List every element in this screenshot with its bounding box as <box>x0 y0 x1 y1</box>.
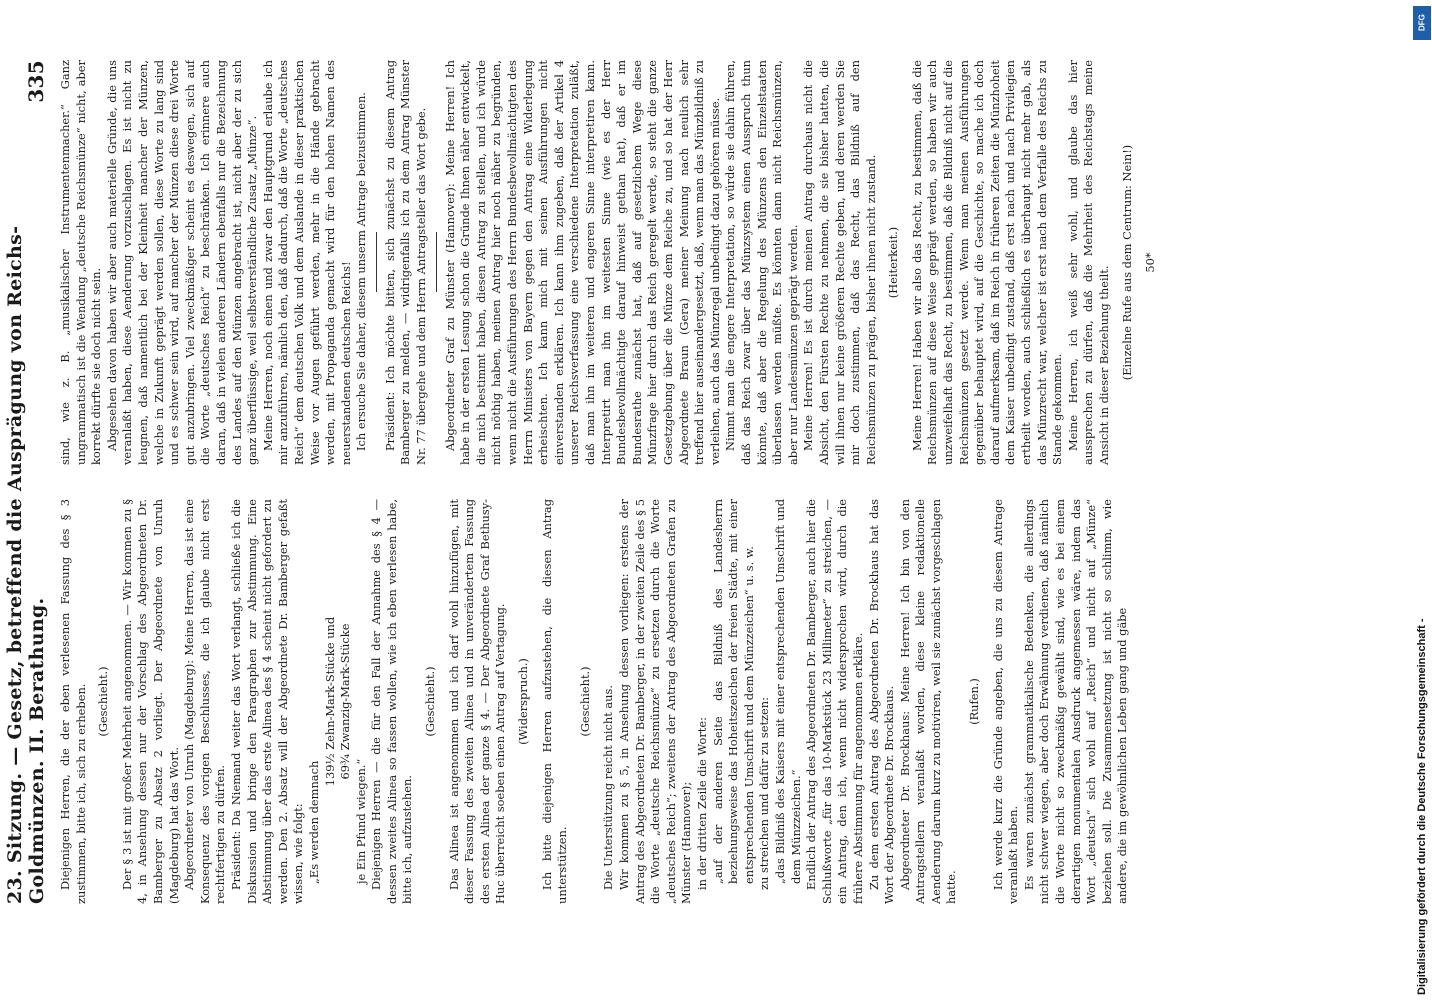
digitization-credit: Digitalisierung gefördert durch die Deutsche Forschungsgemeinschaft - <box>1416 618 1428 995</box>
quote-line: 139½ Zehn-Mark-Stücke und <box>322 616 337 787</box>
page-number: 335 <box>24 60 48 103</box>
paragraph: Ich bitte diejenigen Herren aufzustehen, die diesen Antrag unterstützen. <box>539 499 570 904</box>
paragraph: Wir kommen zu § 5, in Ansehung dessen vorliegen: erstens der Antrag des Abgeordneten Dr. Bamberger, in der zweiten Zeile des § 5 die Worte „deutsche Reichsmünze“ zu ersetzen durch die Worte „deutsches Reich“; zweitens der Antrag des Abgeordneten Grafen zu Münster (Hannover); <box>617 499 694 904</box>
remark: (Heiterkeit.) <box>886 226 901 299</box>
paragraph: Meine Herren, noch einen und zwar den Hauptgrund erlaube ich mir anzuführen, nämlich den, daß dadurch, daß die Worte „deutsches Reich“ dem deutschen Volk und dem Auslande in dieser praktischen Weise vor Augen geführt werden, mehr in die Hände gebracht werden, mit Propaganda gemacht wird für den hohen Namen des neuerstandenen deutschen Reichs! <box>260 60 353 465</box>
running-head: 23. Sitzung. — Gesetz, betreffend die Ausprägung von Reichs-Goldmünzen. II. Berathung. <box>4 225 48 904</box>
paragraph: Meine Herren, ich weiß sehr wohl, und glaube das hier aussprechen zu dürfen, daß die Mehrheit des Reichstags meine Ansicht in dieser Beziehung theilt. <box>1065 60 1111 465</box>
page-header <box>0 60 58 904</box>
divider <box>376 233 377 293</box>
quote-line: je Ein Pfund wiegen.“ <box>353 758 368 884</box>
paragraph: Der § 3 ist mit großer Mehrheit angenommen. — Wir kommen zu § 4, in Ansehung dessen nur der Vorschlag des Abgeordneten Dr. Bamberger zu Absatz 2 vorliegt. Der Abgeordnete von Unruh (Magdeburg) hat das Wort. <box>119 499 181 904</box>
remark: (Geschieht.) <box>577 666 592 737</box>
paragraph: Meine Herren! Haben wir also das Recht, zu bestimmen, daß die Reichsmünzen auf diese Weise geprägt werden, so haben wir auch unzweifelhaft das Recht, zu bestimmen, daß die Bildniß nicht auf die Reichsmünzen gesetzt werde. Wenn man meinen Ausführungen gegenüber behauptet wird, auf die Geschichte, so mache ich doch darauf aufmerksam, daß im Reich in früheren Zeiten die Münzhoheit dem Kaiser unbedingt zustand, daß erst nach und nach Privilegien ertheilt worden, auch schließlich es überhaupt nicht mehr gab, als das Münzrecht war, welcher ist erst nach dem Verfalle des Reichs zu Stande gekommen. <box>909 60 1065 465</box>
paragraph: Abgeordneter von Unruh (Magdeburg): Meine Herren, das ist eine Konsequenz des vorigen Beschlusses, die ich glaube nicht erst rechtfertigen zu dürfen. <box>182 499 228 904</box>
paragraph: Präsident: Ich möchte bitten, sich zunächst zu diesem Antrag Bamberger zu melden, — widrigenfalls ich zu dem Antrag Münster Nr. 77 übergehe und dem Herrn Antragsteller das Wort gebe. <box>382 60 429 465</box>
paragraph: Endlich der Antrag des Abgeordneten Dr. Bamberger, auch hier die Schlußworte „für das 10-Markstück 23 Millimeter“ zu streichen, — ein Antrag, den ich, wenn nicht widersprochen wird, durch die frühere Abstimmung für angenommen erkläre. <box>804 499 865 904</box>
dfg-logo <box>1413 6 1431 40</box>
quote-line: 69¾ Zwanzig-Mark-Stücke <box>338 623 353 780</box>
paragraph: Abgesehen davon haben wir aber auch materielle Gründe, die uns veranlaßt haben, diese Aenderung vorzuschlagen. Es ist nicht zu leugnen, daß namentlich bei der Kleinheit mancher der Münzen, welche in Zukunft geprägt werden sollen, diese Worte zu lang sind und es schwer sein wird, auf mancher der Münzen diese drei Worte gut anzubringen. Viel zweckmäßiger scheint es deswegen, sich auf die Worte „deutsches Reich“ zu beschränken. Ich erinnere auch daran, daß in vielen anderen Ländern ebenfalls nur die Bezeichnung des Landes auf den Münzen angebracht ist, nicht aber der zu sich ganz überflüssige, weil selbstverständliche Zusatz „Münze“. <box>104 60 260 465</box>
paragraph: Nimmt man die engere Interpretation, so würde sie dahin führen, daß das Reich zwar über das Münzsystem einen Ausspruch thun könnte, daß aber die Regelung des Münzens den Einzelstaaten überlassen werden müßte. Es könnten dann nicht Reichsmünzen, aber nur Landesmünzen geprägt werden. <box>723 60 800 465</box>
paragraph: Diejenigen Herren, die der eben verlesenen Fassung des § 3 zustimmen, bitte ich, sich zu erheben. <box>58 499 88 904</box>
paragraph: Ich werde kurz die Gründe angeben, die uns zu diesem Antrage veranlaßt haben. <box>990 499 1021 904</box>
quote-line: „auf der anderen Seite das Bildniß des Landesherrn beziehungsweise das Hoheitszeichen der freien Städte, mit einer entsprechenden Umschrift und dem Münzzeichen“ u. s. w. <box>710 499 756 884</box>
paragraph: Diejenigen Herren — die für den Fall der Annahme des § 4 — dessen zweites Alinea so fassen wollen, wie ich eben verlesen habe, bitte ich, aufzustehen. <box>369 499 415 904</box>
paragraph: Ich ersuche Sie daher, diesem unserm Antrage beizustimmen. <box>354 92 369 451</box>
paragraph: Abgeordneter Graf zu Münster (Hannover): Meine Herren! Ich habe in der ersten Lesung schon die Gründe Ihnen näher entwickelt, die mich bestimmt haben, diesen Antrag zu stellen, und ich würde nicht nöthig haben, meinen Antrag hier noch näher zu begründen, wenn nicht die Ausführungen des Herrn Bundesbevollmächtigten des Herrn Ministers von Bayern gegen den Antrag eine Widerlegung erheischten. Ich kann mich mit seinen Ausführungen nicht einverstanden erklären. Ich kann ihm zugeben, daß der Artikel 4 unserer Reichsverfassung eine verschiedene Interpretation zuläßt, daß man ihn im weiteren und engeren Sinne interpretiren kann. Interpretirt man ihn im weitesten Sinne (wie es der Herr Bundesbevollmächtigte darauf hinweist gethan hat), daß er im Bundesrathe zunächst hat, daß auf gesetzlichem Wege diese Münzfrage hier durch das Reich geregelt werde, so steht die ganze Gesetzgebung über die Münze dem Reiche zu, und so hat der Herr Abgeordnete Braun (Gera) meiner Meinung nach neulich sehr treffend hier auseinandergesetzt, daß, wenn man das Münzbildniß zu verleihen, auch das Münzregal unbedingt dazu gehören müsse. <box>442 60 722 465</box>
paragraph: Das Alinea ist angenommen und ich darf wohl hinzufügen, mit dieser Fassung des zweiten Alinea und in unverändertem Fassung des ersten Alinea der ganze § 4. — Der Abgeordnete Graf Bethusy-Huc überreicht soeben einen Antrag auf Vertagung. <box>446 499 508 904</box>
dfg-logo-text: DFG <box>1417 14 1427 32</box>
left-column <box>58 499 1348 904</box>
signature-mark: 50* <box>1143 252 1158 273</box>
paragraph: in der dritten Zeile die Worte: <box>694 717 709 890</box>
text-columns <box>58 60 1348 904</box>
remark: (Rufen.) <box>967 678 982 725</box>
remark: (Geschieht.) <box>423 666 438 737</box>
quote-line: „Es werden demnach <box>306 760 321 884</box>
right-column <box>58 60 1348 465</box>
paragraph: Meine Herren! Es ist durch meinen Antrag durchaus nicht die Absicht, den Fürsten Rechte zu nehmen, die sie bisher hatten, die will ihnen nur keine größeren Rechte geben, und deren werden Sie mir doch zustimmen, daß das Recht, das Bildniß auf den Reichsmünzen zu prägen, bisher ihnen nicht zustand. <box>801 60 878 465</box>
paragraph: Zu dem ersten Antrag des Abgeordneten Dr. Brockhaus hat das Wort der Abgeordnete Dr. Brockhaus. <box>866 499 897 904</box>
divider <box>436 233 437 293</box>
paragraph: Präsident: Da Niemand weiter das Wort verlangt, schließe ich die Diskussion und bringe den Paragraphen zur Abstimmung. Eine Abstimmung über das erste Alinea des § 4 scheint nicht gefordert zu werden. Den 2. Absatz will der Abgeordnete Dr. Bamberger gefaßt wissen, wie folgt: <box>228 499 306 904</box>
remark: (Geschieht.) <box>96 666 111 737</box>
remark: (Widerspruch.) <box>516 658 531 745</box>
paragraph: Es waren zunächst grammatikalische Bedenken, die allerdings nicht schwer wiegen, aber doch Erwähnung verdienen, daß nämlich die Worte nicht so zweckmäßig gewählt sind, wie es bei einem derartigen monumentalen Ausdruck angemessen wäre, indem das Wort „deutsch“ sich wohl auf „Reich“ und nicht auf „Münze“ beziehen soll. Die Zusammensetzung ist nicht so schlimm, wie andere, die im gewöhnlichen Leben gang und gäbe <box>1021 499 1130 904</box>
paragraph: Abgeordneter Dr. Brockhaus: Meine Herren! Ich bin von den Antragstellern veranlaßt worden, diese kleine redaktionelle Aenderung darum kurz zu motiviren, weil sie zunächst vorgeschlagen hatte. <box>897 499 959 904</box>
paragraph: zu streichen und dafür zu setzen: <box>757 697 772 890</box>
remark: (Einzelne Rufe aus dem Centrum: Nein!) <box>1119 144 1134 381</box>
paragraph: Die Unterstützung reicht nicht aus. <box>601 685 616 890</box>
quote-line: „das Bildniß des Kaisers mit einer entsprechenden Umschrift und dem Münzzeichen.“ <box>772 499 803 884</box>
paragraph: sind, wie z. B. „musikalischer Instrumentenmacher.“ Ganz ungrammatisch ist die Wendung „deutsche Reichsmünze“ nicht, aber korrekt dürfte sie doch nicht sein. <box>58 60 104 465</box>
